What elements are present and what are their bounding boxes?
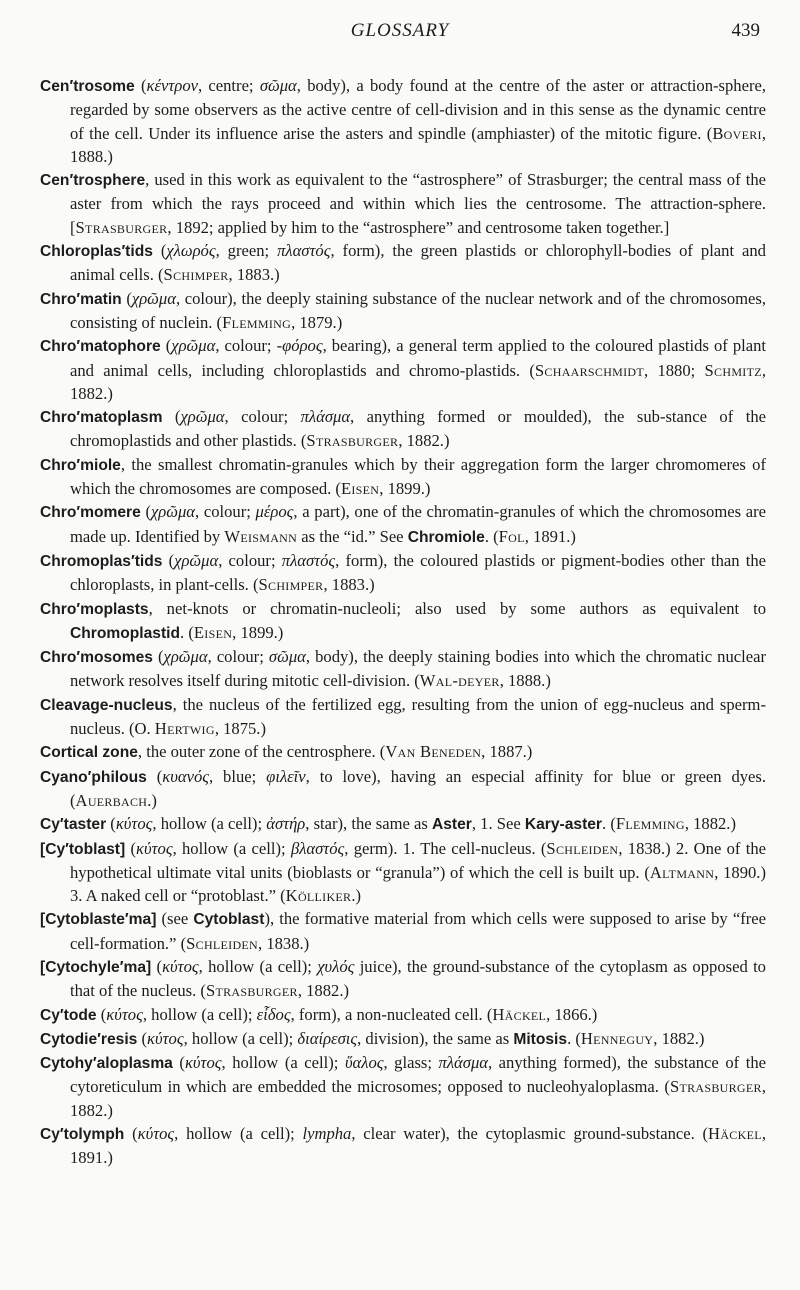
cross-reference: Chromiole xyxy=(407,528,485,546)
greek-etymon: πλάσμα xyxy=(300,407,351,427)
entry-text: , 1879.) xyxy=(291,312,343,332)
greek-etymon: βλαστός xyxy=(290,838,345,858)
entry-text: , a part), one of the chromatin-granules of which the chromosomes are made up. Identified by xyxy=(70,502,766,546)
entry-text: .) xyxy=(351,886,362,906)
entry-text: , the outer zone of the centrosphere. ( xyxy=(137,742,386,762)
greek-etymon: κυανός xyxy=(162,766,209,786)
greek-etymon: διαίρεσις xyxy=(297,1028,358,1048)
cross-reference: Chromoplastid xyxy=(70,624,181,642)
entry-text: , hollow (a cell); xyxy=(174,1124,303,1144)
glossary-entry xyxy=(40,549,766,597)
greek-etymon: χρῶμα xyxy=(174,550,219,570)
author-name: Schimper xyxy=(163,265,229,285)
latin-etymon: lympha xyxy=(302,1124,352,1144)
cross-reference: Cytoblast xyxy=(193,911,265,929)
entry-text: . ( xyxy=(484,526,499,546)
cross-reference: Aster xyxy=(431,816,472,834)
glossary-entry xyxy=(40,405,766,453)
entry-text: ( xyxy=(160,336,172,356)
entry-text: , 1882.) xyxy=(297,981,349,1001)
greek-etymon: πλαστός xyxy=(281,550,336,570)
cross-reference: Kary-aster xyxy=(524,816,603,834)
entry-text: , glass; xyxy=(383,1053,439,1073)
entry-text: ( xyxy=(151,956,163,976)
headword: Chloroplas′tids xyxy=(40,243,153,261)
greek-etymon: σῶμα xyxy=(259,76,297,95)
entry-text: ( xyxy=(137,1028,148,1048)
entry-text: ( xyxy=(106,814,116,834)
entry-text: , 1887.) xyxy=(481,742,533,762)
glossary-entry xyxy=(40,1027,766,1051)
headword: Cleavage-nucleus xyxy=(40,696,173,714)
greek-etymon: κύτος xyxy=(106,1004,143,1024)
author-name: Schaarschmidt xyxy=(534,360,645,380)
entry-text: , green; xyxy=(215,241,278,261)
entry-text: , hollow (a cell); xyxy=(198,956,318,976)
glossary-entry xyxy=(40,1122,766,1170)
greek-etymon: κύτος xyxy=(115,814,153,834)
glossary-entry xyxy=(40,740,766,764)
entry-text: , colour; xyxy=(215,336,277,356)
entry-text: , blue; xyxy=(208,766,267,786)
entry-text: , 1882.) xyxy=(653,1028,705,1048)
entry-text: , star), the same as xyxy=(305,814,432,834)
entry-text: , 1890.) 3. A naked cell or “protoblast.” ( xyxy=(70,862,766,906)
entry-text: , 1891.) xyxy=(70,1124,766,1168)
glossary-entries xyxy=(40,74,766,1170)
glossary-entry xyxy=(40,334,766,405)
glossary-entry xyxy=(40,812,766,836)
author-name: Auerbach xyxy=(75,790,148,810)
entry-text: ( xyxy=(172,1053,185,1073)
entry-text: , hollow (a cell); xyxy=(142,1004,257,1024)
glossary-entry xyxy=(40,907,766,955)
entry-text: , body), the deeply staining bodies into which the chromatic nuclear network resolves itself during mitotic cell-division. ( xyxy=(70,647,766,691)
headword: [Cytoblaste′ma] xyxy=(40,911,157,929)
entry-text: ( xyxy=(96,1004,107,1024)
author-name: Kölliker xyxy=(285,886,352,906)
entry-text: as the “id.” See xyxy=(297,526,408,546)
author-name: Eisen xyxy=(193,622,233,642)
author-name: Flemming xyxy=(222,312,292,332)
entry-text: , 1883.) xyxy=(323,575,375,595)
entry-text: , centre; xyxy=(197,76,260,95)
entry-text: , form), the green plastids or chlorophyll-bodies of plant and animal cells. ( xyxy=(70,241,766,285)
author-name: Strasburger xyxy=(205,981,298,1001)
entry-text: , 1888.) xyxy=(70,123,766,166)
author-name: Wal-deyer xyxy=(419,671,500,691)
greek-etymon: πλαστός xyxy=(277,241,331,261)
glossary-entry xyxy=(40,1003,766,1027)
entry-text: ( xyxy=(121,288,132,308)
greek-etymon: χρῶμα xyxy=(151,502,196,522)
greek-etymon: κύτος xyxy=(137,1124,175,1144)
greek-etymon: χυλός xyxy=(317,956,355,976)
entry-text: , 1891.) xyxy=(524,526,576,546)
author-name: Weismann xyxy=(224,526,298,546)
entry-text: ( xyxy=(152,241,167,261)
entry-text: , the smallest chromatin-granules which by their aggregation form the larger chromomeres of which the chromosomes are composed. ( xyxy=(70,454,766,499)
headword: Cy′taster xyxy=(40,816,107,834)
entry-text: ( xyxy=(125,838,136,858)
headword: Chro′mosomes xyxy=(40,649,153,667)
entry-text: , 1866.) xyxy=(546,1004,598,1024)
entry-text: , 1838.) 2. One of the hypothetical ultimate vital units (bioblasts or “granula”) of which the cell is built up. ( xyxy=(70,838,766,882)
author-name: Schleiden xyxy=(186,933,259,953)
glossary-entry xyxy=(40,693,766,741)
entry-text: , clear water), the cytoplasmic ground-substance. ( xyxy=(351,1124,709,1144)
glossary-entry xyxy=(40,597,766,646)
glossary-entry xyxy=(40,765,766,813)
entry-text: , 1880; xyxy=(644,360,705,380)
author-name: Strasburger xyxy=(306,431,399,451)
entry-text: , colour; xyxy=(218,550,282,570)
headword: [Cytochyle′ma] xyxy=(40,958,152,976)
entry-text: , anything formed or moulded), the sub-stance of the chromoplastids and other plastids. ( xyxy=(70,407,766,451)
author-name: Henneguy xyxy=(580,1028,654,1048)
greek-etymon: χρῶμα xyxy=(131,288,176,308)
glossary-entry xyxy=(40,955,766,1003)
headword: Chro′matoplasm xyxy=(40,409,163,427)
entry-text: ( xyxy=(152,647,164,667)
entry-text: , germ). 1. The cell-nucleus. ( xyxy=(344,838,547,858)
entry-text: , anything formed), the substance of the cytoreticulum in which are embedded the microsomes; opposed to nucleohyaloplasma. ( xyxy=(70,1053,766,1097)
entry-text: , to love), having an especial affinity for blue or green dyes. ( xyxy=(70,766,767,810)
headword: Chromoplas′tids xyxy=(40,552,163,570)
entry-text: , 1882.) xyxy=(684,814,736,834)
glossary-entry xyxy=(40,453,766,501)
headword: Chro′matophore xyxy=(40,338,161,356)
greek-etymon: κέντρον xyxy=(146,76,198,95)
headword: [Cy′toblast] xyxy=(40,840,126,858)
headword: Chro′moplasts xyxy=(40,600,149,618)
greek-etymon: χρῶμα xyxy=(180,407,225,427)
entry-text: ( xyxy=(124,1124,138,1144)
author-name: Strasburger xyxy=(75,217,168,237)
entry-text: juice), the ground-substance of the cytoplasm as opposed to that of the nucleus. ( xyxy=(70,956,766,1001)
author-name: Boveri xyxy=(712,123,762,143)
entry-text: , form), a non-nucleated cell. ( xyxy=(290,1004,493,1024)
headword: Cen′trosphere xyxy=(40,172,146,190)
entry-text: , bearing), a general term applied to the coloured plastids of plant and animal cells, including chloroplastids and chromo-plastids. ( xyxy=(70,336,767,380)
greek-etymon: μέρος xyxy=(255,502,294,522)
headword: Cyano′philous xyxy=(40,768,147,786)
glossary-entry xyxy=(40,287,766,335)
greek-etymon: χρῶμα xyxy=(163,647,208,667)
entry-text: , 1892; applied by him to the “astrosphere” and centrosome taken together.] xyxy=(167,217,670,237)
author-name: Schimper xyxy=(258,575,324,595)
glossary-entry xyxy=(40,837,766,908)
entry-text: ( xyxy=(146,766,163,786)
author-name: Fol xyxy=(498,526,525,546)
glossary-entry xyxy=(40,168,766,239)
author-name: Schleiden xyxy=(546,838,619,858)
entry-text: , colour; xyxy=(195,502,256,522)
entry-text: ( xyxy=(162,407,181,427)
cross-reference: Mitosis xyxy=(513,1030,568,1048)
author-name: Häckel xyxy=(708,1124,762,1144)
entry-text: , the nucleus of the fertilized egg, resulting from the union of egg-nucleus and sperm-nucleus. (O. xyxy=(70,694,766,739)
entry-text: . ( xyxy=(180,622,194,642)
headword: Chro′momere xyxy=(40,504,141,522)
entry-text: , 1838.) xyxy=(258,933,310,953)
entry-text: , 1882.) xyxy=(70,1077,766,1120)
greek-etymon: κύτος xyxy=(136,838,173,858)
glossary-entry xyxy=(40,500,766,549)
greek-etymon: χλωρός xyxy=(166,241,216,261)
entry-text: , 1. See xyxy=(471,814,525,834)
headword: Chro′matin xyxy=(40,290,122,308)
author-name: Van Beneden xyxy=(385,742,482,762)
entry-text: , colour; xyxy=(207,647,269,667)
glossary-entry xyxy=(40,645,766,693)
glossary-entry xyxy=(40,74,766,168)
headword: Cy′tolymph xyxy=(40,1126,125,1144)
greek-etymon: -φόρος xyxy=(276,336,323,356)
author-name: Häckel xyxy=(492,1004,547,1024)
headword: Cytodie′resis xyxy=(40,1030,138,1048)
greek-etymon: κύτος xyxy=(147,1028,184,1048)
running-head: GLOSSARY xyxy=(350,20,450,41)
entry-text: , 1882.) xyxy=(70,360,766,403)
author-name: Flemming xyxy=(615,814,685,834)
entry-text: ), the formative material from which cells were supposed to arise by “free cell-formation.” ( xyxy=(70,909,766,953)
entry-text: . ( xyxy=(602,814,616,834)
greek-etymon: πλάσμα xyxy=(438,1053,488,1073)
author-name: Strasburger xyxy=(669,1077,762,1097)
greek-etymon: κύτος xyxy=(184,1053,222,1073)
entry-text: , colour; xyxy=(224,407,301,427)
entry-text: , net-knots or chromatin-nucleoli; also used by some authors as equivalent to xyxy=(148,598,766,618)
headword: Chro′miole xyxy=(40,456,121,474)
entry-text: , 1882.) xyxy=(398,431,450,451)
entry-text: .) xyxy=(147,790,157,810)
entry-text: , hollow (a cell); xyxy=(172,838,291,858)
author-name: Eisen xyxy=(340,479,380,499)
greek-etymon: χρῶμα xyxy=(171,336,216,356)
headword: Cy′tode xyxy=(40,1006,97,1024)
author-name: Altmann xyxy=(649,862,715,882)
entry-text: , 1875.) xyxy=(214,719,266,739)
headword: Cytohy′aloplasma xyxy=(40,1055,173,1073)
entry-text: , 1883.) xyxy=(228,265,280,285)
entry-text: , used in this work as equivalent to the “astrosphere” of Strasburger; the central mass of the aster from which the rays proceed and within which lies the centrosome. The attraction-sphere. [ xyxy=(70,170,766,237)
glossary-entry xyxy=(40,1051,766,1122)
entry-text: ( xyxy=(140,502,151,522)
greek-etymon: εἶδος xyxy=(256,1004,291,1024)
entry-text: , hollow (a cell); xyxy=(221,1053,345,1073)
entry-text: ( xyxy=(162,550,175,570)
headword: Cen′trosome xyxy=(40,78,135,95)
page-number: 439 xyxy=(731,20,760,41)
entry-text: , form), the coloured plastids or pigment-bodies other than the chloroplasts, in plant-cells. ( xyxy=(70,550,766,595)
entry-text: , hollow (a cell); xyxy=(152,814,267,834)
entry-text: (see xyxy=(156,909,194,929)
entry-text: , hollow (a cell); xyxy=(183,1028,298,1048)
headword: Cortical zone xyxy=(40,744,138,762)
entry-text: , 1899.) xyxy=(379,479,431,499)
entry-text: , colour), the deeply staining substance of the nuclear network and of the chromosomes, consisting of nuclein. ( xyxy=(70,288,767,332)
author-name: Schmitz xyxy=(704,360,762,380)
greek-etymon: κύτος xyxy=(162,956,199,976)
entry-text: , body), a body found at the centre of the aster or attraction-sphere, regarded by some observers as the active centre of cell-division and in this sense as the dynamic centre of the cell. Under its influence arise the asters and spindle (amphiaster) of the mitotic figure. ( xyxy=(70,76,766,143)
entry-text: , 1899.) xyxy=(232,622,284,642)
greek-etymon: ἀστήρ xyxy=(266,814,306,834)
entry-text: , division), the same as xyxy=(357,1028,514,1048)
greek-etymon: σῶμα xyxy=(268,647,306,667)
entry-text: ( xyxy=(134,76,147,95)
entry-text: , 1888.) xyxy=(499,671,551,691)
glossary-entry xyxy=(40,239,766,287)
greek-etymon: ὕαλος xyxy=(344,1053,384,1073)
entry-text: . ( xyxy=(567,1028,581,1048)
author-name: Hertwig xyxy=(154,719,215,739)
greek-etymon: φιλεῖν xyxy=(266,766,306,786)
